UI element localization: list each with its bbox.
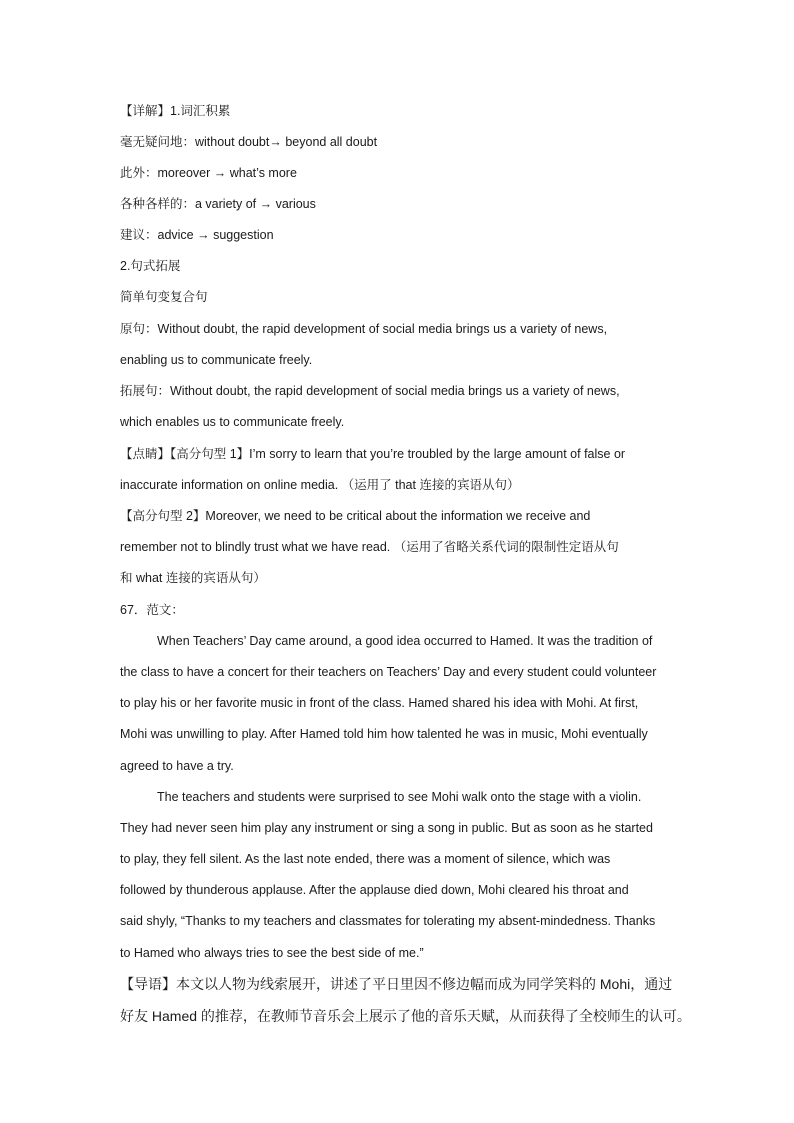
sample-para2-line: They had never seen him play any instrument or sing a song in public. But as soon as he started: [120, 821, 653, 835]
vocab-line: 建议：advice → suggestion: [120, 228, 274, 242]
sample-para1-line: agreed to have a try.: [120, 759, 234, 773]
sample-para2-line: The teachers and students were surprised to see Mohi walk onto the stage with a violin.: [157, 790, 642, 804]
highlight-type2-line: remember not to blindly trust what we have read. （运用了省略关系代词的限制性定语从句: [120, 540, 619, 554]
guide-line: 好友 Hamed 的推荐，在教师节音乐会上展示了他的音乐天赋，从而获得了全校师生的认可。: [120, 1008, 691, 1024]
sample-para1-line: the class to have a concert for their teachers on Teachers’ Day and every student could volunteer: [120, 665, 657, 679]
expanded-sentence-line: 拓展句：Without doubt, the rapid development of social media brings us a variety of news,: [120, 384, 620, 398]
highlight-type1-line: inaccurate information on online media. （运用了 that 连接的宾语从句）: [120, 478, 520, 492]
sample-para2-line: to Hamed who always tries to see the best side of me.”: [120, 946, 424, 960]
highlight-type2-line: 【高分句型 2】Moreover, we need to be critical about the information we receive and: [120, 509, 591, 523]
pattern-heading: 2.句式拓展: [120, 259, 181, 273]
vocab-line: 此外：moreover → what’s more: [120, 166, 297, 180]
vocab-line: 各种各样的：a variety of → various: [120, 197, 316, 211]
pattern-subheading: 简单句变复合句: [120, 290, 208, 304]
highlight-type1-line: 【点睛】【高分句型 1】I’m sorry to learn that you’re troubled by the large amount of false or: [120, 447, 626, 461]
sample-para2-line: said shyly, “Thanks to my teachers and classmates for tolerating my absent-mindedness. Thanks: [120, 914, 656, 928]
original-sentence-line: 原句：Without doubt, the rapid development of social media brings us a variety of news,: [120, 322, 608, 336]
detail-heading: 【详解】1.词汇积累: [120, 104, 231, 118]
expanded-sentence-line: which enables us to communicate freely.: [120, 415, 345, 429]
sample-para1-line: Mohi was unwilling to play. After Hamed told him how talented he was in music, Mohi eventually: [120, 727, 648, 741]
vocab-line: 毫无疑问地：without doubt→ beyond all doubt: [120, 135, 378, 149]
sample-para2-line: followed by thunderous applause. After the applause died down, Mohi cleared his throat and: [120, 883, 629, 897]
sample-heading: 67．范文：: [120, 603, 184, 617]
guide-line: 【导语】本文以人物为线索展开，讲述了平日里因不修边幅而成为同学笑料的 Mohi，通过: [120, 976, 673, 992]
highlight-type2-line: 和 what 连接的宾语从句）: [120, 571, 266, 585]
sample-para2-line: to play, they fell silent. As the last note ended, there was a moment of silence, which was: [120, 852, 611, 866]
sample-para1-line: When Teachers’ Day came around, a good idea occurred to Hamed. It was the tradition of: [157, 634, 653, 648]
original-sentence-line: enabling us to communicate freely.: [120, 353, 313, 367]
sample-para1-line: to play his or her favorite music in front of the class. Hamed shared his idea with Mohi. At first,: [120, 696, 639, 710]
